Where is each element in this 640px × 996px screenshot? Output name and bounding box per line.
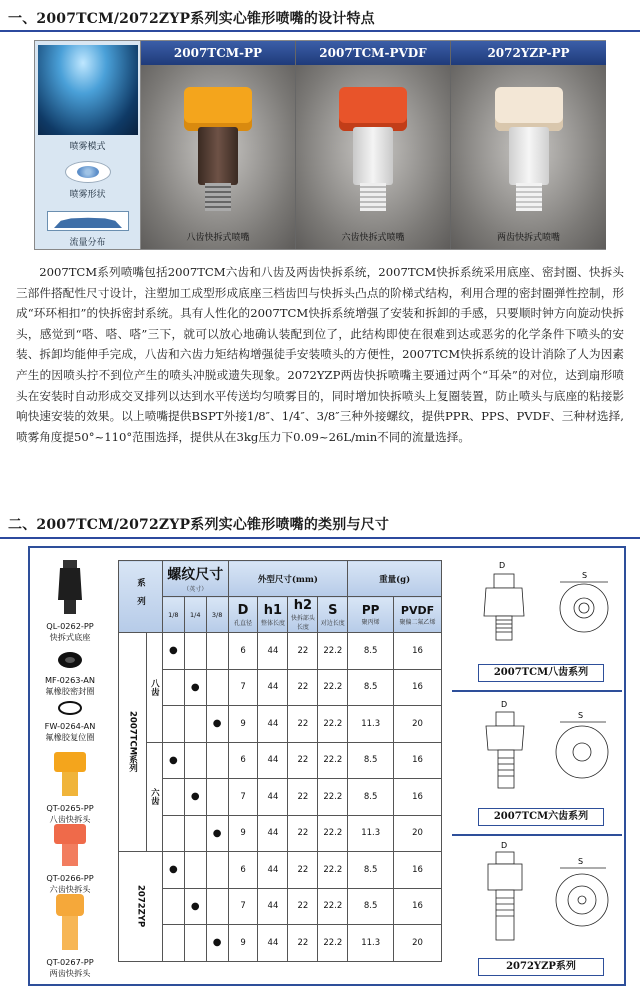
thread-mark-cell	[206, 742, 228, 779]
thread-header-unit: （英寸）	[183, 586, 208, 593]
cell-d: 9	[228, 925, 258, 962]
dim-D-label: D	[501, 842, 508, 850]
nozzle-thread	[360, 183, 386, 211]
reset-ring-icon	[55, 700, 85, 716]
cell-pvdf: 16	[394, 742, 442, 779]
weight-label: PP	[361, 603, 380, 617]
cell-pvdf: 20	[394, 925, 442, 962]
cell-d: 7	[228, 779, 258, 816]
thread-dot-icon: ●	[190, 681, 200, 693]
cell-s: 22.2	[318, 669, 348, 706]
spray-info-column	[35, 41, 141, 249]
thread-mark-cell	[206, 669, 228, 706]
part-item	[30, 560, 110, 643]
cell-h2: 22	[288, 779, 318, 816]
nozzle-body	[353, 127, 393, 185]
diagram-divider	[452, 834, 622, 836]
product-header: 2007TCM-PP	[141, 41, 295, 65]
table-row	[119, 888, 442, 925]
thread-mark-cell	[206, 779, 228, 816]
sub-series-cell: 八齿	[146, 633, 162, 743]
product-col-8tooth	[141, 41, 296, 249]
flow-distribution-caption: 流量分布	[69, 238, 106, 248]
weight-col-PVDF	[394, 597, 442, 633]
dim-D-label: D	[501, 700, 508, 709]
thread-dot-icon: ●	[168, 645, 178, 657]
dim-col-h2	[288, 597, 318, 633]
dim-S-label: S	[578, 711, 584, 720]
thread-mark-cell	[184, 925, 206, 962]
product-photo	[296, 65, 450, 249]
dim-sub: 整体长度	[260, 619, 285, 627]
nozzle-cap	[184, 87, 252, 131]
part-code: QT-0265-PP	[46, 803, 94, 813]
section1-title: 一、2007TCM/2072ZYP系列实心锥形喷嘴的设计特点	[8, 11, 375, 27]
thread-dot-icon: ●	[168, 754, 178, 766]
nozzle-thread	[205, 183, 231, 211]
thread-dot-icon: ●	[168, 864, 178, 876]
dim-col-h1	[258, 597, 288, 633]
dim-col-D	[228, 597, 258, 633]
nozzle-body	[509, 127, 549, 185]
thread-mark-cell	[184, 742, 206, 779]
6-tooth-diagram	[466, 698, 618, 808]
product-photo	[451, 65, 606, 249]
part-item	[30, 650, 110, 697]
dims-header: 外型尺寸(mm)	[228, 561, 348, 597]
part-name: 氟橡胶密封圈	[45, 686, 95, 696]
thread-mark-cell	[162, 888, 184, 925]
thread-mark-cell	[184, 669, 206, 706]
cell-h1: 44	[258, 779, 288, 816]
seal-ring-icon	[55, 650, 85, 670]
thread-mark-cell	[206, 815, 228, 852]
thread-mark-cell	[162, 633, 184, 670]
diagram-label: 2007TCM八齿系列	[478, 664, 604, 682]
nozzle-body	[198, 127, 238, 185]
cell-s: 22.2	[318, 706, 348, 743]
cell-pvdf: 20	[394, 815, 442, 852]
flow-distribution-icon	[47, 211, 129, 231]
cell-pp: 8.5	[348, 742, 394, 779]
dim-S-label: S	[578, 857, 584, 866]
thread-mark-cell	[162, 815, 184, 852]
cell-h1: 44	[258, 669, 288, 706]
cell-pvdf: 16	[394, 888, 442, 925]
cell-h1: 44	[258, 815, 288, 852]
thread-mark-cell	[206, 888, 228, 925]
thread-mark-cell	[206, 925, 228, 962]
cell-d: 7	[228, 669, 258, 706]
cell-d: 6	[228, 742, 258, 779]
dim-label: D	[237, 602, 249, 618]
cell-pvdf: 16	[394, 669, 442, 706]
dim-label: S	[328, 602, 338, 618]
thread-mark-cell	[162, 925, 184, 962]
cell-h1: 44	[258, 706, 288, 743]
series-cell: 2072ZYP	[119, 852, 163, 962]
cell-h1: 44	[258, 633, 288, 670]
thread-mark-cell	[162, 742, 184, 779]
cell-pp: 11.3	[348, 815, 394, 852]
product-col-2tooth	[451, 41, 606, 249]
product-col-6tooth	[296, 41, 451, 249]
series-cell: 2007TCM系列	[119, 633, 147, 852]
product-caption: 六齿快拆式喷嘴	[341, 233, 405, 243]
part-name: 快拆式底座	[49, 632, 91, 642]
weight-header: 重量(g)	[348, 561, 442, 597]
spec-table-body	[119, 633, 442, 962]
cell-s: 22.2	[318, 742, 348, 779]
cell-s: 22.2	[318, 852, 348, 889]
cell-pvdf: 16	[394, 633, 442, 670]
diagram-label: 2007TCM六齿系列	[478, 808, 604, 826]
thread-mark-cell	[184, 815, 206, 852]
cell-pp: 8.5	[348, 852, 394, 889]
thread-col-1: 1/8	[162, 597, 184, 633]
product-photo	[141, 65, 295, 249]
cell-pp: 8.5	[348, 779, 394, 816]
spray-pattern-photo	[38, 45, 138, 135]
cell-pp: 8.5	[348, 669, 394, 706]
weight-sub: 聚偏二氟乙烯	[399, 618, 436, 626]
part-code: QT-0266-PP	[46, 873, 94, 883]
cell-pvdf: 16	[394, 852, 442, 889]
thread-header	[162, 561, 228, 597]
2-tooth-head-icon	[50, 892, 90, 952]
cell-h1: 44	[258, 852, 288, 889]
thread-dot-icon: ●	[190, 791, 200, 803]
thread-mark-cell	[162, 706, 184, 743]
part-name: 两齿快拆头	[49, 968, 91, 978]
weight-sub: 聚丙烯	[361, 619, 380, 626]
dim-label: h1	[263, 602, 283, 618]
part-code: QL-0262-PP	[46, 621, 94, 631]
nozzle-cap	[495, 87, 563, 131]
cell-pvdf: 20	[394, 706, 442, 743]
part-item	[30, 892, 110, 979]
table-row	[119, 925, 442, 962]
section2-rule	[0, 537, 640, 539]
thread-mark-cell	[162, 669, 184, 706]
weight-col-PP	[348, 597, 394, 633]
cell-d: 9	[228, 706, 258, 743]
cell-s: 22.2	[318, 815, 348, 852]
cell-h2: 22	[288, 706, 318, 743]
table-row	[119, 669, 442, 706]
cell-s: 22.2	[318, 888, 348, 925]
table-row	[119, 815, 442, 852]
weight-label: PVDF	[400, 603, 435, 617]
description-paragraph: 2007TCM系列喷嘴包括2007TCM六齿和八齿及两齿快拆系统，2007TCM快拆系统采用底座、密封圈、快拆头三部件搭配性尺寸设计，注塑加工成型形成底座三档齿凹与快拆头凸点的阶梯式结构，利用合理的密封圈弹性控制，形成“环环相扣”的快拆密封系统。具有人性化的2007TCM快拆系统增强了安装和拆卸的手感，只要顺时钟方向旋动快拆头，感觉到“嗒、嗒、嗒”三下，就可以放心地确认装配到位了，此结构即使在很难到达或恶劣的化学条件下喷头的安装、拆卸均能伸手完成，八齿和六齿力矩结构增强徒手安装喷头的方便性，2007TCM快拆系统的设计消除了人为因素产生的因喷头拧不到位产生的喷头冲脱或遗失现象。2072YZP两齿快拆喷嘴主要通过两个“耳朵”的对位，达到扇形喷头在安装时自动形成交叉排列以达到水平传送均匀喷雾目的，同时增加快拆喷头上复圈装置，防止喷头与底座的粘接影响快速安装的效果。以上喷嘴提供BSPT外接1/8″、1/4″、3/8″三种外接螺纹，提供PPR、PPS、PVDF、三种材选择,喷雾角度提50°~110°范围选择，提供从在3kg压力下0.09~26L/min不同的流量选择。	[16, 265, 624, 444]
cell-h1: 44	[258, 742, 288, 779]
part-code: MF-0263-AN	[44, 675, 96, 685]
thread-dot-icon: ●	[212, 827, 222, 839]
cell-h2: 22	[288, 852, 318, 889]
thread-col-2: 1/4	[184, 597, 206, 633]
nozzle-cap	[339, 87, 407, 131]
cell-s: 22.2	[318, 925, 348, 962]
part-code: QT-0267-PP	[46, 957, 94, 967]
thread-mark-cell	[206, 852, 228, 889]
nozzle-thread	[516, 183, 542, 211]
dim-sub: 快拆部头长度	[290, 615, 315, 631]
cell-d: 7	[228, 888, 258, 925]
dim-sub: 孔直径	[234, 619, 253, 627]
cell-pp: 11.3	[348, 706, 394, 743]
part-name: 氟橡胶复位圈	[45, 732, 95, 742]
thread-header-label: 螺纹尺寸	[167, 567, 224, 583]
cell-h2: 22	[288, 815, 318, 852]
8-tooth-diagram	[466, 556, 618, 656]
thread-col-3: 3/8	[206, 597, 228, 633]
base-icon	[55, 560, 85, 616]
product-caption: 两齿快拆式喷嘴	[496, 233, 560, 243]
cell-h2: 22	[288, 742, 318, 779]
cell-pvdf: 16	[394, 779, 442, 816]
cell-h1: 44	[258, 888, 288, 925]
part-name: 六齿快拆头	[49, 884, 91, 894]
cell-s: 22.2	[318, 779, 348, 816]
cell-pp: 8.5	[348, 633, 394, 670]
section1-rule	[0, 30, 640, 32]
dim-label: h2	[293, 598, 313, 613]
cell-s: 22.2	[318, 633, 348, 670]
thread-dot-icon: ●	[190, 900, 200, 912]
cell-h1: 44	[258, 925, 288, 962]
part-code: FW-0264-AN	[44, 721, 96, 731]
thread-mark-cell	[162, 852, 184, 889]
product-header: 2007TCM-PVDF	[296, 41, 450, 65]
sub-series-cell: 六齿	[146, 742, 162, 852]
table-row	[119, 852, 442, 889]
cell-d: 6	[228, 633, 258, 670]
dim-sub: 对边长度	[320, 619, 345, 627]
dim-col-S	[318, 597, 348, 633]
cell-pp: 8.5	[348, 888, 394, 925]
part-name: 八齿快拆头	[49, 814, 91, 824]
cell-pp: 11.3	[348, 925, 394, 962]
cell-h2: 22	[288, 633, 318, 670]
section2-title: 二、2007TCM/2072ZYP系列实心锥形喷嘴的类别与尺寸	[8, 517, 390, 533]
thread-mark-cell	[184, 633, 206, 670]
product-panel	[34, 40, 606, 250]
dim-D-label: D	[499, 561, 506, 570]
thread-mark-cell	[184, 779, 206, 816]
dim-S-label: S	[582, 571, 588, 580]
thread-dot-icon: ●	[212, 937, 222, 949]
6-tooth-head-icon	[50, 822, 90, 868]
spray-shape-caption: 喷雾形状	[69, 190, 106, 200]
table-row	[119, 706, 442, 743]
2-tooth-diagram	[466, 842, 618, 952]
thread-dot-icon: ●	[212, 718, 222, 730]
cell-h2: 22	[288, 669, 318, 706]
thread-mark-cell	[184, 706, 206, 743]
cell-h2: 22	[288, 925, 318, 962]
thread-mark-cell	[162, 779, 184, 816]
cell-d: 9	[228, 815, 258, 852]
table-row	[119, 779, 442, 816]
8-tooth-head-icon	[50, 750, 90, 798]
part-item	[30, 700, 110, 743]
cell-d: 6	[228, 852, 258, 889]
thread-mark-cell	[206, 706, 228, 743]
product-header: 2072YZP-PP	[451, 41, 606, 65]
spray-mode-caption: 喷雾模式	[69, 142, 106, 152]
thread-mark-cell	[206, 633, 228, 670]
cell-h2: 22	[288, 888, 318, 925]
spec-table	[118, 560, 442, 962]
part-item	[30, 822, 110, 895]
part-item	[30, 750, 110, 825]
diagram-divider	[452, 690, 622, 692]
spray-shape-icon	[65, 161, 111, 183]
product-caption: 八齿快拆式喷嘴	[186, 233, 250, 243]
series-header: 系列	[119, 561, 163, 633]
table-row	[119, 633, 442, 670]
table-row	[119, 742, 442, 779]
thread-mark-cell	[184, 888, 206, 925]
diagram-label: 2072YZP系列	[478, 958, 604, 976]
thread-mark-cell	[184, 852, 206, 889]
